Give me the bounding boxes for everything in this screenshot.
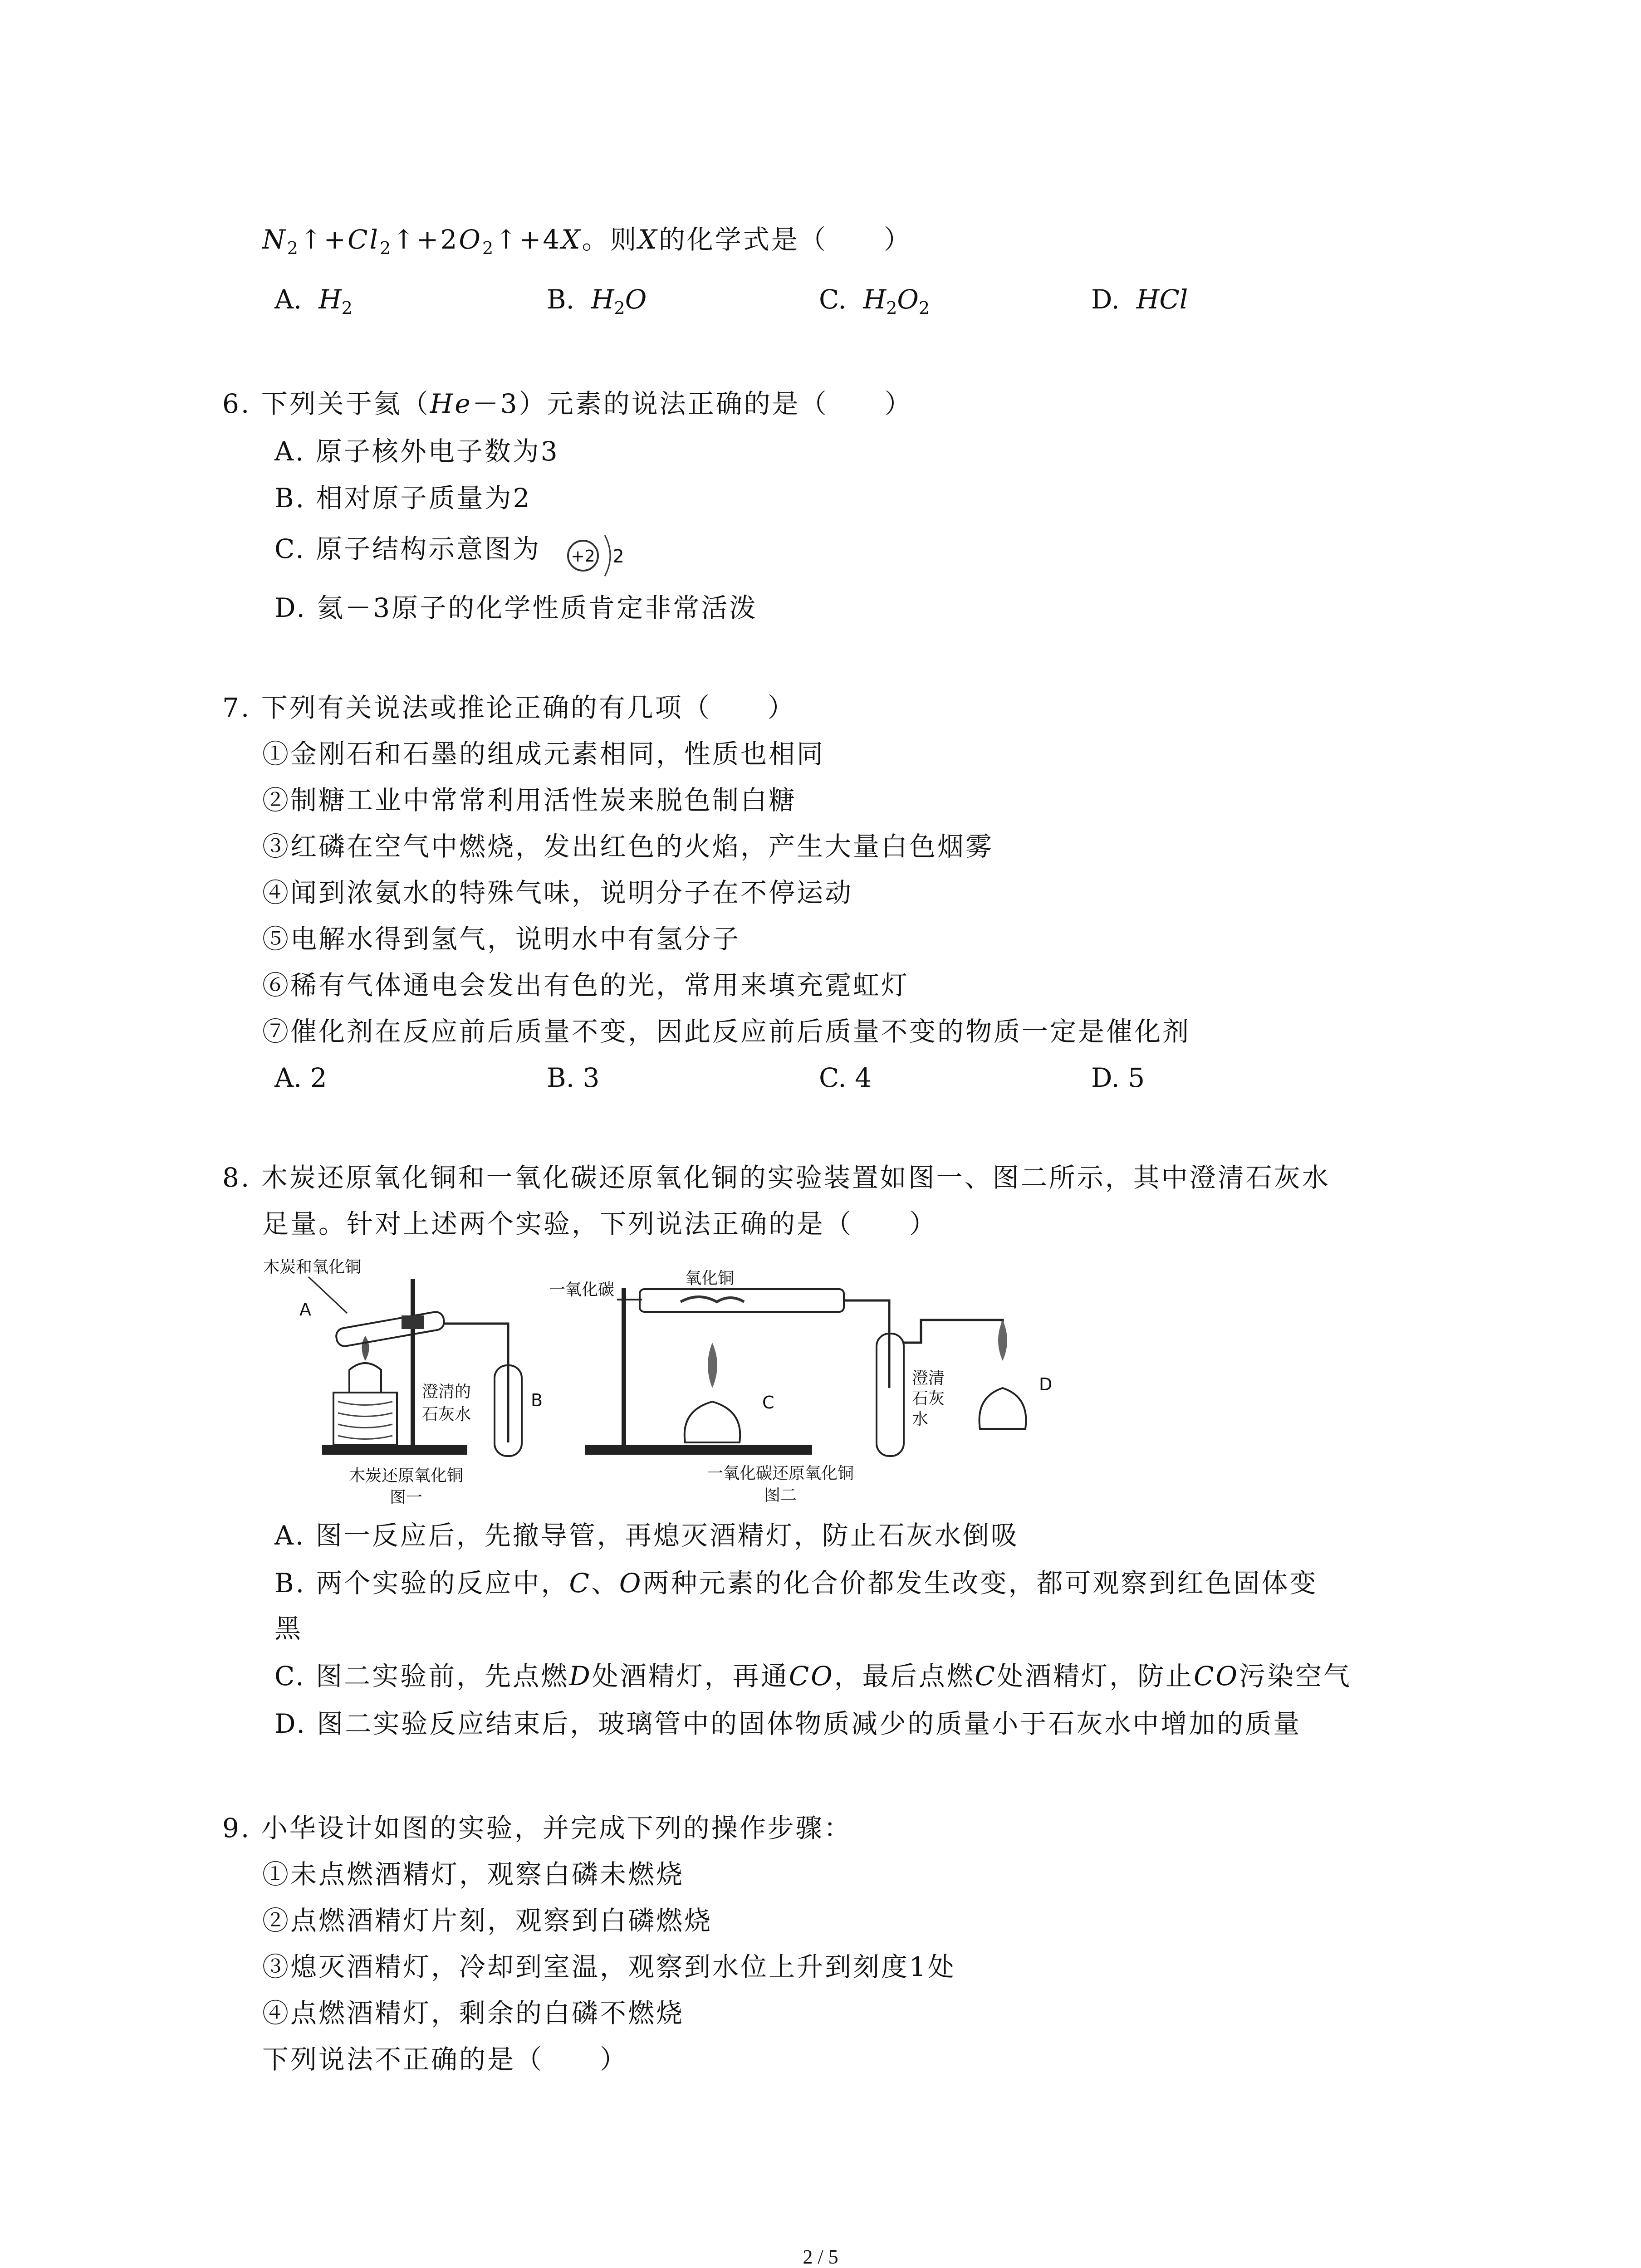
q7-option-b: B. 3 — [547, 1062, 600, 1093]
formula-text: X — [561, 224, 582, 255]
formula-text: O — [459, 224, 482, 255]
q5-option-a: A. $H_2$ — [274, 284, 353, 318]
fig1-wood-grain — [338, 1402, 392, 1439]
q8-option-d: D. 图二实验反应结束后，玻璃管中的固体物质减少的质量小于石灰水中增加的质量 — [274, 1708, 1302, 1739]
q6-option-a: A. 原子核外电子数为3 — [274, 436, 559, 467]
q9-item-4: ④点燃酒精灯，剩余的白磷不燃烧 — [262, 1998, 685, 2028]
fig2-flame-d — [998, 1320, 1007, 1361]
shell-electron-count: 2 — [612, 546, 624, 567]
q7-option-a: A. 2 — [274, 1062, 327, 1093]
fig1-caption: 木炭还原氧化铜 — [348, 1466, 464, 1485]
formula-text: ↑+2 — [392, 224, 459, 255]
q7-option-c: C. 4 — [819, 1062, 872, 1093]
q7-item-6: ⑥稀有气体通电会发出有色的光，常用来填充霓虹灯 — [262, 970, 910, 1001]
q8-option-b-line2: 黑 — [274, 1613, 303, 1644]
q8-stem-line2: 足量。针对上述两个实验，下列说法正确的是（ ） — [262, 1208, 938, 1239]
nucleus-charge: +2 — [571, 547, 595, 566]
fig2-base — [585, 1445, 812, 1455]
q5-option-c: C. $H_2O_2$ — [819, 284, 930, 318]
q7-item-3: ③红磷在空气中燃烧，发出红色的火焰，产生大量白色烟雾 — [262, 831, 994, 862]
q9-question: 下列说法不正确的是（ ） — [262, 2044, 628, 2075]
q8-option-a: A. 图一反应后，先撤导管，再熄灭酒精灯，防止石灰水倒吸 — [274, 1520, 1019, 1551]
fig2-lamp-c — [685, 1402, 740, 1442]
fig2-stand-rod — [622, 1288, 626, 1447]
q9-item-2: ②点燃酒精灯片刻，观察到白磷燃烧 — [262, 1905, 713, 1936]
fig2-label-c: C — [762, 1393, 774, 1413]
fig2-label-water-2: 石灰 — [912, 1389, 945, 1408]
fig2-label-cuo: 氧化铜 — [685, 1269, 735, 1288]
fig2-exhaust-tube — [904, 1320, 1003, 1343]
fig2-flame-c — [708, 1343, 717, 1388]
formula-text: N — [262, 224, 287, 255]
atomic-structure-diagram — [565, 531, 633, 581]
figure-2-co-reduction — [544, 1252, 1066, 1506]
fig1-label-water-1: 澄清的 — [422, 1383, 471, 1401]
fig2-caption: 一氧化碳还原氧化铜 — [706, 1464, 854, 1483]
fig1-stand-rod — [411, 1279, 415, 1447]
formula-sub: 2 — [380, 238, 393, 258]
fig1-label-water-2: 石灰水 — [422, 1405, 471, 1424]
q6-stem: 6. 下列关于氦（He－3）元素的说法正确的是（ ） — [222, 388, 913, 419]
fig1-clamp — [402, 1315, 424, 1329]
q7-item-4: ④闻到浓氨水的特殊气味，说明分子在不停运动 — [262, 877, 853, 908]
formula-text: 的化学式是（ ） — [658, 224, 912, 255]
formula-sub: 2 — [287, 238, 300, 258]
fig2-lamp-d — [980, 1388, 1026, 1429]
q6-option-c: C. 原子结构示意图为 — [274, 533, 541, 564]
formula-text: ↑+ — [299, 224, 348, 255]
q8-option-c: C. 图二实验前，先点燃D处酒精灯，再通CO，最后点燃C处酒精灯，防止CO污染空气 — [274, 1661, 1352, 1691]
fig1-label-charcoal: 木炭和氧化铜 — [263, 1258, 362, 1276]
q6-option-b: B. 相对原子质量为2 — [274, 483, 532, 513]
formula-text: ↑+4 — [495, 224, 562, 255]
formula-text: 。则 — [582, 224, 638, 255]
fig2-label-water-1: 澄清 — [912, 1369, 945, 1388]
fig2-delivery-tube — [844, 1300, 889, 1388]
q7-item-1: ①金刚石和石墨的组成元素相同，性质也相同 — [262, 738, 825, 769]
fig1-label-b: B — [531, 1390, 543, 1410]
fig1-test-tube — [335, 1310, 445, 1347]
q6-option-d: D. 氦－3原子的化学性质肯定非常活泼 — [274, 592, 758, 623]
fig2-caption-num: 图二 — [764, 1486, 797, 1505]
fig2-label-water-3: 水 — [912, 1410, 929, 1428]
q8-option-b-line1: B. 两个实验的反应中，C、O两种元素的化合价都发生改变，都可观察到红色固体变 — [274, 1568, 1318, 1598]
page-number: 2 / 5 — [803, 2246, 838, 2268]
q9-item-1: ①未点燃酒精灯，观察白磷未燃烧 — [262, 1859, 685, 1890]
fig1-lamp — [349, 1363, 381, 1393]
q9-item-3: ③熄灭酒精灯，冷却到室温，观察到水位上升到刻度1处 — [262, 1951, 956, 1982]
q7-item-2: ②制糖工业中常常利用活性炭来脱色制白糖 — [262, 785, 797, 816]
fig1-base — [322, 1445, 467, 1455]
fig2-label-d: D — [1039, 1374, 1053, 1394]
q7-option-d: D. 5 — [1091, 1062, 1145, 1093]
figure-1-charcoal-reduction — [254, 1252, 572, 1506]
q7-item-5: ⑤电解水得到氢气，说明水中有氢分子 — [262, 924, 741, 954]
q7-stem: 7. 下列有关说法或推论正确的有几项（ ） — [222, 692, 796, 723]
q5-continuation — [262, 221, 912, 266]
fig1-caption-num: 图一 — [389, 1488, 423, 1506]
q9-stem: 9. 小华设计如图的实验，并完成下列的操作步骤： — [222, 1813, 852, 1843]
fig2-cuo-powder — [681, 1297, 744, 1302]
fig1-label-a: A — [299, 1300, 311, 1320]
q5-option-d: D. HCl — [1091, 284, 1188, 315]
formula-text: X — [638, 224, 659, 255]
electron-shell-arc — [605, 535, 610, 576]
q7-item-7: ⑦催化剂在反应前后质量不变，因此反应前后质量不变的物质一定是催化剂 — [262, 1016, 1191, 1047]
q5-option-b: B. $H_2O$ — [547, 284, 647, 318]
formula-sub: 2 — [482, 238, 495, 258]
fig2-label-co: 一氧化碳 — [549, 1281, 615, 1299]
fig1-flame — [362, 1336, 369, 1361]
q8-stem-line1: 8. 木炭还原氧化铜和一氧化碳还原氧化铜的实验装置如图一、图二所示，其中澄清石灰水 — [222, 1162, 1330, 1193]
fig1-pointer — [309, 1277, 347, 1313]
formula-text: Cl — [348, 224, 380, 255]
